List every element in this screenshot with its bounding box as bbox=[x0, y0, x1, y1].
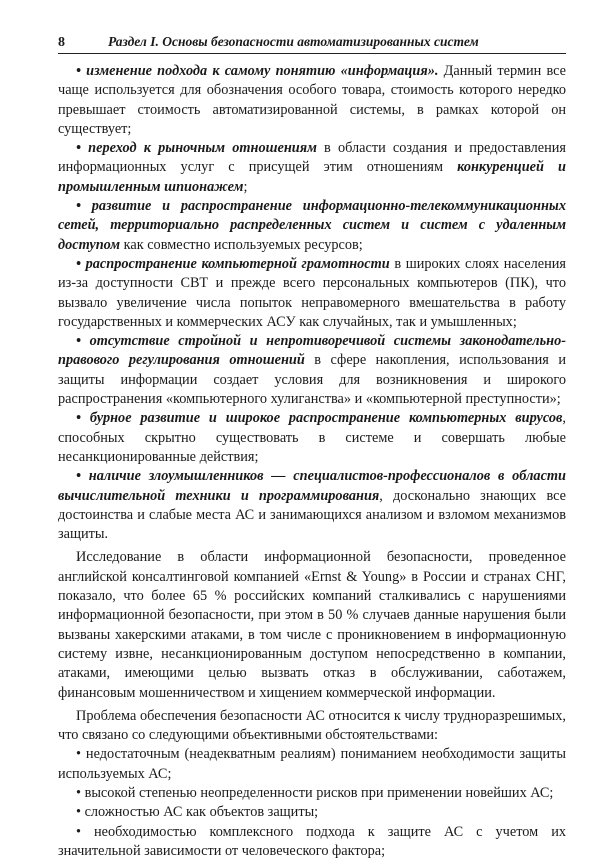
bullet-item: • высокой степенью неопределенности рисков при применении новейших АС; bbox=[76, 784, 554, 801]
bullet-item: • распространение компьютерной грамотности в широких слоях населения из-за доступности СВТ и прежде всего персональных компьютеров (ПК), что вызвало увеличение числа попыток неправомерного вмешательства в работу государственных и коммерческих АСУ как случайных, так и умышленных; bbox=[58, 255, 566, 330]
bullet-item: • сложностью АС как объектов защиты; bbox=[76, 804, 319, 821]
bullet-item: • отсутствие стройной и непротиворечивой системы законодательно-правового регулирования отношений в сфере накопления, использования и защиты информации создает условия для возникновения и широкого распространения «компьютерного хулиганства» и «компьютерной преступности»; bbox=[58, 333, 566, 408]
bullet-item: • изменение подхода к самому понятию «информация». Данный термин все чаще используется для обозначения особого товара, стоимость которого нередко превышает стоимость автоматизированной системы, в рамках которой он существует; bbox=[58, 63, 566, 137]
running-header bbox=[58, 34, 566, 54]
bullet-item: • развитие и распространение информационно-телекоммуникационных сетей, территориально распределенных систем и систем с удаленным доступом как совместно используемых ресурсов; bbox=[58, 198, 566, 253]
problem-paragraph: Проблема обеспечения безопасности АС относится к числу трудноразрешимых, что связано со следующими объективными обстоятельствами: bbox=[58, 707, 566, 744]
body-text bbox=[58, 62, 566, 861]
bullet-item: • переход к рыночным отношениям в области создания и предоставления информационных услуг с присущей этим отношениям конкуренцией и промышленным шпионажем; bbox=[58, 140, 567, 195]
bullet-item: • наличие злоумышленников — специалистов-профессионалов в области вычислительной техники и программирования, досконально знающих все достоинства и слабые места АС и занимающихся анализом и взломом механизмов защиты. bbox=[58, 468, 566, 543]
page-number: 8 bbox=[58, 35, 65, 50]
bullet-item: • необходимостью комплексного подхода к защите АС с учетом их значительной зависимости от человеческого фактора; bbox=[58, 823, 566, 859]
running-title: Раздел I. Основы безопасности автоматизированных систем bbox=[108, 34, 479, 49]
research-paragraph: Исследование в области информационной безопасности, проведенное английской консалтинговой компанией «Ernst & Young» в России и странах СНГ, показало, что более 65 % российских компаний сталкивались с нарушениями информационной безопасности, при этом в 50 % случаев данные нарушения были вызваны хакерскими атаками, в том числе с проникновением в информационную систему извне, несанкционированным доступом непосредственно в компании, атаками, имеющими целью вызвать отказ в обслуживании, саботажем, финансовым мошенничеством и хищением коммерческой информации. bbox=[58, 549, 566, 701]
bullet-item: • недостаточным (неадекватным реалиям) пониманием необходимости защиты используемых АС; bbox=[58, 746, 566, 782]
bullet-item: • бурное развитие и широкое распространение компьютерных вирусов, способных скрытно существовать в системе и совершать любые несанкционированные действия; bbox=[58, 410, 566, 465]
